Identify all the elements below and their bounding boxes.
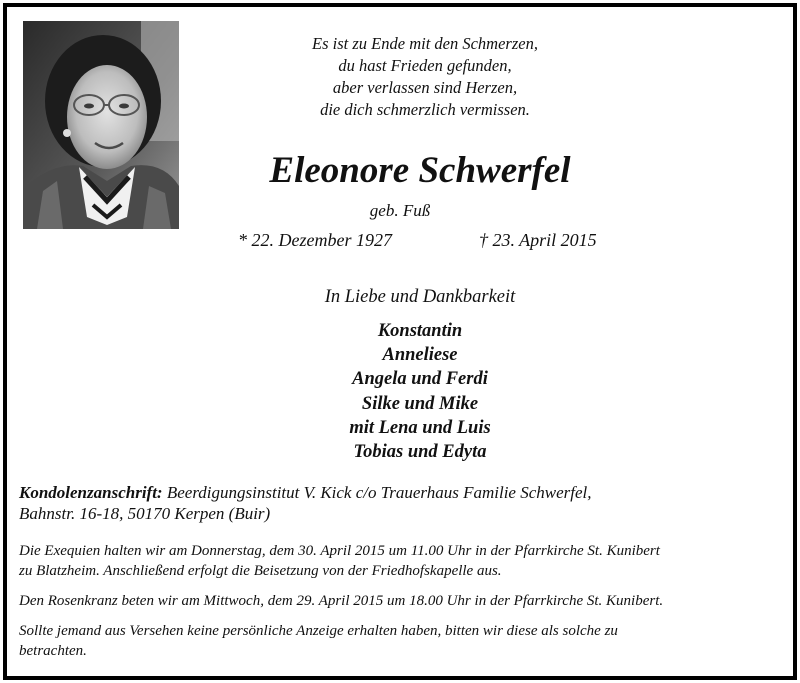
mourner-name: Silke und Mike — [361, 393, 479, 414]
notice-line: Die Exequien halten wir am Donnerstag, dem 30. April 2015 um 11.00 Uhr in der Pfarrkirche St. Kunibert — [19, 543, 660, 559]
mourner-name: mit Lena und Luis — [349, 417, 491, 438]
notice-line: Sollte jemand aus Versehen keine persönliche Anzeige erhalten haben, bitten wir diese als solche zu — [19, 623, 618, 639]
notice-line: betrachten. — [19, 643, 87, 659]
exequies-notice — [19, 541, 789, 581]
condolence-line — [19, 482, 779, 503]
notice-line: zu Blatzheim. Anschließend erfolgt die Beisetzung von der Friedhofskapelle aus. — [19, 563, 502, 579]
deceased-name: Eleonore Schwerfel — [269, 150, 571, 191]
mourner-name: Anneliese — [382, 345, 458, 366]
portrait-image — [23, 21, 179, 229]
maiden-name: geb. Fuß — [369, 201, 431, 220]
condolence-label: Kondolenzanschrift: — [19, 483, 163, 502]
mourners-list — [270, 319, 570, 464]
apology-notice — [19, 621, 789, 661]
condolence-text: Beerdigungsinstitut V. Kick c/o Trauerhaus Familie Schwerfel, — [166, 483, 592, 502]
condolence-address-line: Bahnstr. 16-18, 50170 Kerpen (Buir) — [19, 504, 271, 523]
portrait-photo — [23, 21, 179, 229]
poem-line: Es ist zu Ende mit den Schmerzen, — [312, 34, 538, 53]
notice-line: Den Rosenkranz beten wir am Mittwoch, dem 29. April 2015 um 18.00 Uhr in der Pfarrkirche St. Kunibert. — [19, 593, 664, 609]
poem-line: du hast Frieden gefunden, — [338, 56, 512, 75]
birth-date: * 22. Dezember 1927 — [238, 230, 392, 250]
mourner-name: Tobias und Edyta — [353, 442, 487, 463]
condolence-address — [19, 482, 779, 524]
poem-line: die dich schmerzlich vermissen. — [320, 100, 530, 119]
dedication: In Liebe und Dankbarkeit — [324, 287, 516, 307]
mourner-name: Konstantin — [377, 321, 463, 341]
death-date: † 23. April 2015 — [479, 230, 597, 250]
poem-line: aber verlassen sind Herzen, — [332, 78, 518, 97]
poem — [215, 33, 635, 121]
mourner-name: Angela und Ferdi — [352, 369, 488, 390]
rosary-notice — [19, 591, 789, 611]
